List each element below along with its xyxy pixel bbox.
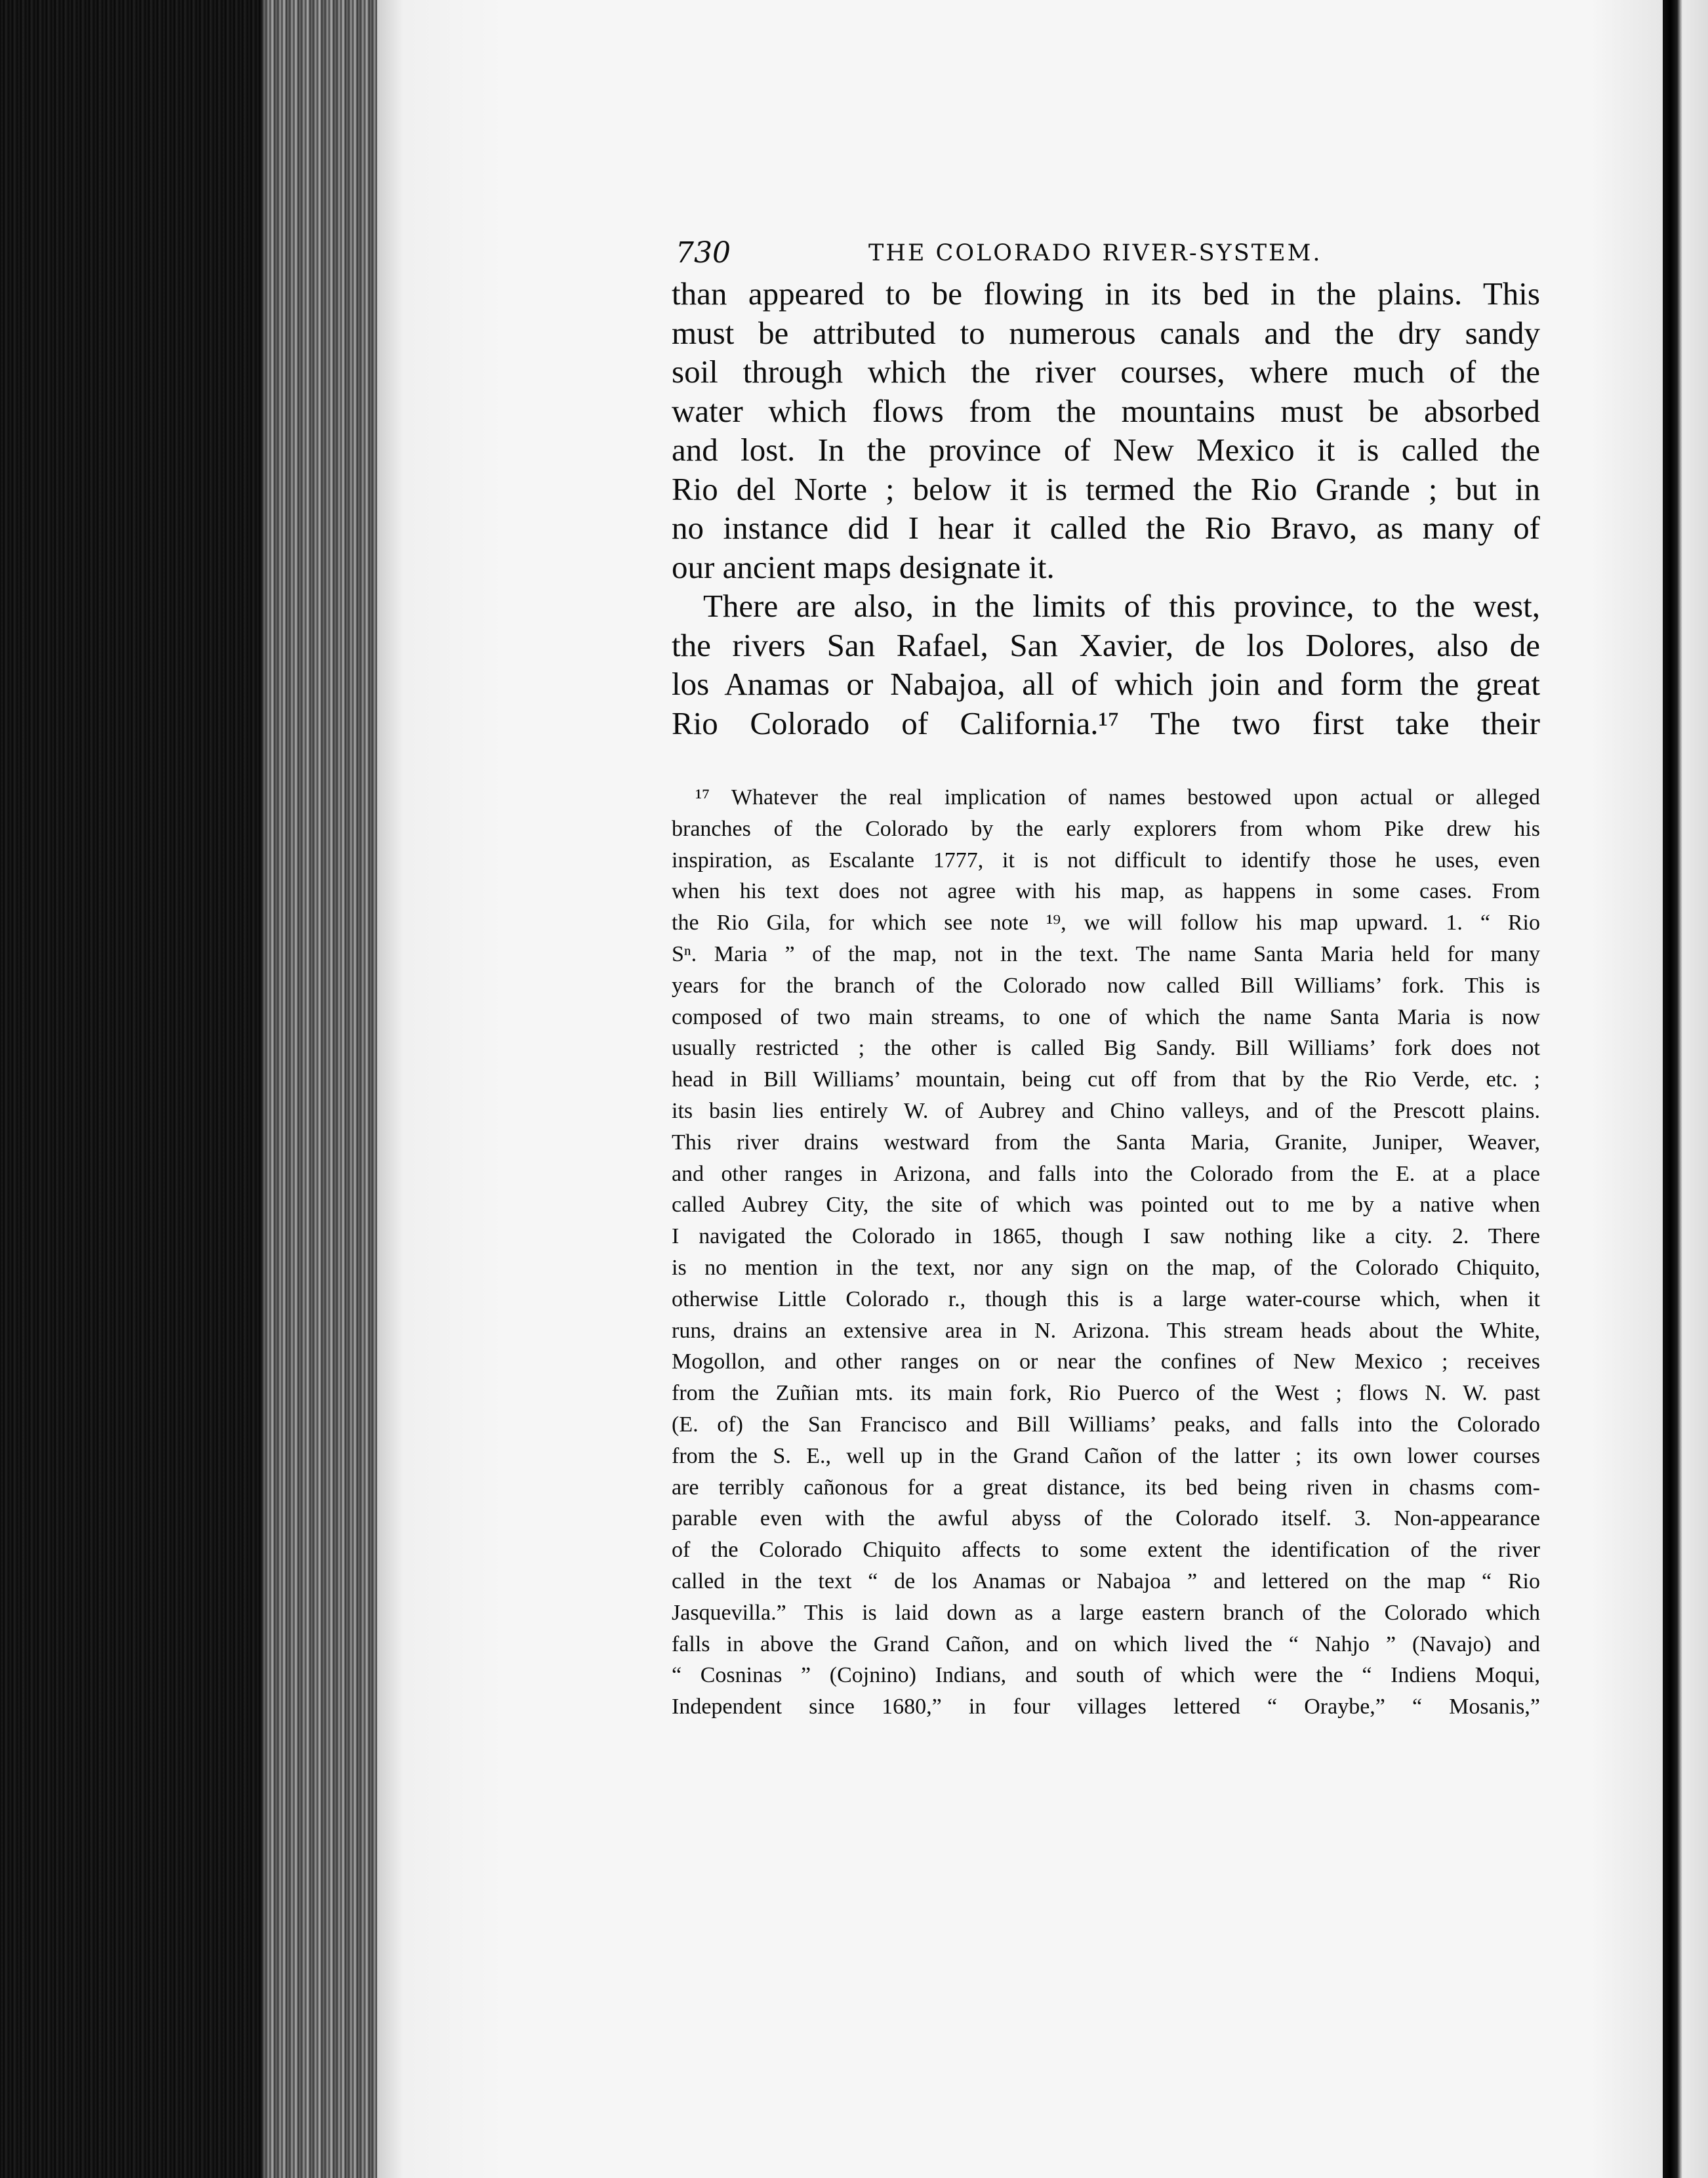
footnote-line: Jasquevilla.” This is laid down as a large eastern branch of the Colorado which bbox=[672, 1600, 1540, 1625]
footnote-line: years for the branch of the Colorado now called Bill Williams’ fork. This is bbox=[672, 973, 1540, 998]
footnote-line: the Rio Gila, for which see note ¹⁹, we will follow his map upward. 1. “ Rio bbox=[672, 911, 1540, 935]
body-line: los Anamas or Nabajoa, all of which join and form the great bbox=[672, 666, 1540, 702]
footnote-line: parable even with the awful abyss of the Colorado itself. 3. Non-appearance bbox=[672, 1506, 1540, 1531]
body-line: must be attributed to numerous canals and the dry sandy bbox=[672, 314, 1540, 351]
footnote-line: called Aubrey City, the site of which was pointed out to me by a native when bbox=[672, 1193, 1540, 1218]
footnote-line: are terribly cañonous for a great distance, its bed being riven in chasms com- bbox=[672, 1475, 1540, 1500]
footnote-line: falls in above the Grand Cañon, and on which lived the “ Nahjo ” (Navajo) and bbox=[672, 1632, 1540, 1656]
footnote bbox=[672, 782, 1540, 1723]
footnote-line: (E. of) the San Francisco and Bill Williams’ peaks, and falls into the Colorado bbox=[672, 1412, 1540, 1437]
body-line: our ancient maps designate it. bbox=[672, 548, 1055, 585]
footnote-line: inspiration, as Escalante 1777, it is not difficult to identify those he uses, even bbox=[672, 848, 1540, 873]
footnote-line: Independent since 1680,” in four villages lettered “ Oraybe,” “ Mosanis,” bbox=[672, 1695, 1540, 1719]
footnote-line: head in Bill Williams’ mountain, being cut off from that by the Rio Verde, etc. ; bbox=[672, 1067, 1540, 1092]
footnote-line: This river drains westward from the Santa Maria, Granite, Juniper, Weaver, bbox=[672, 1130, 1540, 1155]
footnote-line: Sⁿ. Maria ” of the map, not in the text. The name Santa Maria held for many bbox=[672, 941, 1540, 966]
page-edges bbox=[262, 0, 377, 2178]
footnote-line: and other ranges in Arizona, and falls into the Colorado from the E. at a place bbox=[672, 1161, 1540, 1186]
text-block bbox=[672, 236, 1540, 1723]
footnote-line: branches of the Colorado by the early explorers from whom Pike drew his bbox=[672, 816, 1540, 841]
footnote-line: composed of two main streams, to one of which the name Santa Maria is now bbox=[672, 1004, 1540, 1029]
body-line: There are also, in the limits of this province, to the west, bbox=[703, 588, 1540, 624]
body-text bbox=[672, 274, 1540, 743]
running-title: THE COLORADO RIVER-SYSTEM. bbox=[868, 240, 1322, 266]
body-line: the rivers San Rafael, San Xavier, de los Dolores, also de bbox=[672, 627, 1540, 663]
footnote-line: otherwise Little Colorado r., though this is a large water-course which, when it bbox=[672, 1286, 1540, 1311]
footnote-line: runs, drains an extensive area in N. Arizona. This stream heads about the White, bbox=[672, 1318, 1540, 1343]
footnote-line: from the S. E., well up in the Grand Cañon of the latter ; its own lower courses bbox=[672, 1443, 1540, 1468]
footnote-line: ¹⁷ Whatever the real implication of names bestowed upon actual or alleged bbox=[695, 785, 1540, 810]
body-line: than appeared to be flowing in its bed in the plains. This bbox=[672, 276, 1540, 312]
footnote-line: called in the text “ de los Anamas or Nabajoa ” and lettered on the map “ Rio bbox=[672, 1569, 1540, 1593]
running-head bbox=[672, 236, 1540, 273]
body-line: Rio del Norte ; below it is termed the Rio Grande ; but in bbox=[672, 470, 1540, 507]
footnote-line: of the Colorado Chiquito affects to some extent the identification of the river bbox=[672, 1538, 1540, 1563]
footnote-line: from the Zuñian mts. its main fork, Rio Puerco of the West ; flows N. W. past bbox=[672, 1381, 1540, 1406]
footnote-line: its basin lies entirely W. of Aubrey and Chino valleys, and of the Prescott plains. bbox=[672, 1098, 1540, 1123]
facing-page-edge bbox=[1663, 0, 1708, 2178]
footnote-line: when his text does not agree with his map, as happens in some cases. From bbox=[672, 879, 1540, 904]
body-line: Rio Colorado of California.¹⁷ The two first take their bbox=[672, 705, 1540, 741]
body-line: water which flows from the mountains must be absorbed bbox=[672, 392, 1540, 429]
body-line: and lost. In the province of New Mexico it is called the bbox=[672, 432, 1540, 468]
footnote-line: I navigated the Colorado in 1865, though I saw nothing like a city. 2. There bbox=[672, 1224, 1540, 1249]
footnote-line: Mogollon, and other ranges on or near the confines of New Mexico ; receives bbox=[672, 1349, 1540, 1374]
body-line: no instance did I hear it called the Rio Bravo, as many of bbox=[672, 510, 1540, 546]
footnote-line: usually restricted ; the other is called Big Sandy. Bill Williams’ fork does not bbox=[672, 1036, 1540, 1061]
book-binding bbox=[0, 0, 262, 2178]
footnote-line: “ Cosninas ” (Cojnino) Indians, and south of which were the “ Indiens Moqui, bbox=[672, 1663, 1540, 1688]
body-line: soil through which the river courses, where much of the bbox=[672, 354, 1540, 390]
footnote-line: is no mention in the text, nor any sign on the map, of the Colorado Chiquito, bbox=[672, 1255, 1540, 1280]
page-number: 730 bbox=[676, 236, 731, 270]
